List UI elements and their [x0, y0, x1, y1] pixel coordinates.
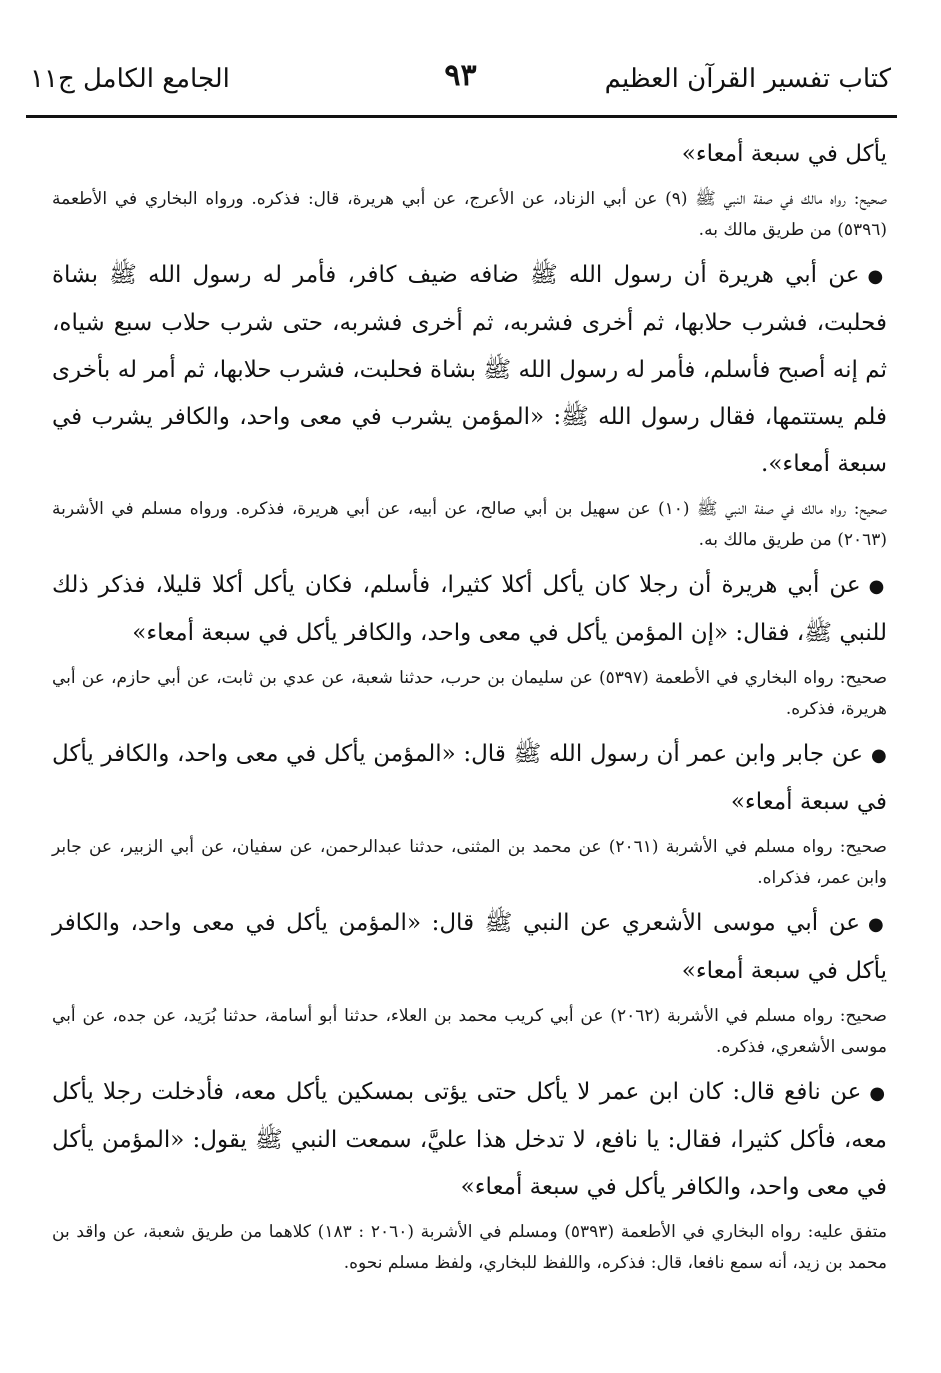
- page-body: [52, 130, 887, 1285]
- hadith-text: عن جابر وابن عمر أن رسول الله ﷺ قال: «المؤمن يأكل في معى واحد، والكافر يأكل في سبعة أمعاء»: [52, 741, 887, 815]
- bullet-icon: ●: [867, 266, 887, 287]
- takhrij-note: [52, 663, 887, 725]
- running-head: [30, 56, 891, 106]
- grade-label: صحيح:: [839, 1006, 887, 1026]
- hadith-text: عن أبي هريرة أن رجلا كان يأكل أكلا كثيرا، فأسلم، فكان يأكل أكلا قليلا، فذكر ذلك للنبي ﷺ، فقال: «إن المؤمن يأكل في معى واحد، والكافر يأكل في سبعة أمعاء»: [52, 572, 887, 646]
- hadith-paragraph: [52, 731, 887, 826]
- book-title: كتاب تفسير القرآن العظيم: [604, 64, 891, 94]
- bullet-icon: ●: [868, 576, 887, 597]
- takhrij-text: رواه مالك في صفة النبي ﷺ (١٠) عن سهيل بن أبي صالح، عن أبيه، عن أبي هريرة، فذكره. ورواه مسلم في الأشربة (٢٠٦٣) من طريق مالك به.: [52, 499, 887, 550]
- takhrij-note: [52, 832, 887, 894]
- hadith-paragraph: [52, 252, 887, 488]
- takhrij-text: رواه مسلم في الأشربة (٢٠٦٢) عن أبي كريب محمد بن العلاء، حدثنا أبو أسامة، حدثنا بُرَيد، عن جده، عن أبي موسى الأشعري، فذكره.: [52, 1006, 887, 1057]
- takhrij-note: [52, 1217, 887, 1279]
- header-divider: [26, 115, 897, 118]
- grade-label: صحيح:: [853, 189, 887, 209]
- hadith-text: عن نافع قال: كان ابن عمر لا يأكل حتى يؤتى بمسكين يأكل معه، فأدخلت رجلا يأكل معه، فأكل كثيرا، فقال: يا نافع، لا تدخل هذا عليَّ، سمعت النبي ﷺ يقول: «المؤمن يأكل في معى واحد، والكافر يأكل في سبعة أمعاء»: [52, 1079, 887, 1200]
- hadith-paragraph: [52, 562, 887, 657]
- takhrij-note: [52, 494, 887, 556]
- takhrij-text: رواه البخاري في الأطعمة (٥٣٩٧) عن سليمان بن حرب، حدثنا شعبة، عن عدي بن ثابت، عن أبي حازم، عن أبي هريرة، فذكره.: [52, 668, 887, 719]
- hadith-paragraph: [52, 1069, 887, 1211]
- hadith-paragraph: [52, 900, 887, 995]
- continuation-text: يأكل في سبعة أمعاء»: [681, 141, 887, 167]
- volume-label: الجامع الكامل ج١١: [30, 64, 230, 94]
- takhrij-text: رواه مالك في صفة النبي ﷺ (٩) عن أبي الزناد، عن الأعرج، عن أبي هريرة، قال: فذكره. ورواه البخاري في الأطعمة (٥٣٩٦) من طريق مالك به.: [52, 189, 887, 240]
- grade-label: صحيح:: [839, 837, 887, 857]
- grade-label: صحيح:: [853, 499, 887, 519]
- hadith-text: عن أبي هريرة أن رسول الله ﷺ ضافه ضيف كافر، فأمر له رسول الله ﷺ بشاة فحلبت، فشرب حلابها، ثم أخرى فشربه، ثم أخرى فشربه، حتى شرب حلاب سبع شياه، ثم إنه أصبح فأسلم، فأمر له رسول الله ﷺ بشاة فحلبت، فشرب حلابها، ثم أمر له بأخرى فلم يستتمها، فقال رسول الله ﷺ: «المؤمن يشرب في معى واحد، والكافر يشرب في سبعة أمعاء».: [52, 262, 887, 477]
- page-number: ٩٣: [444, 58, 477, 93]
- takhrij-note: [52, 1001, 887, 1063]
- takhrij-text: رواه مسلم في الأشربة (٢٠٦١) عن محمد بن المثنى، حدثنا عبدالرحمن، عن سفيان، عن أبي الزبير، عن جابر وابن عمر، فذكراه.: [52, 837, 887, 888]
- grade-label: متفق عليه:: [807, 1222, 887, 1242]
- bullet-icon: ●: [869, 1083, 887, 1104]
- takhrij-note: [52, 184, 887, 246]
- bullet-icon: ●: [868, 914, 887, 935]
- grade-label: صحيح:: [839, 668, 888, 688]
- bullet-icon: ●: [870, 745, 887, 766]
- takhrij-text: رواه البخاري في الأطعمة (٥٣٩٣) ومسلم في الأشربة (٢٠٦٠ : ١٨٣) كلاهما من طريق شعبة، عن واقد بن محمد بن زيد، أنه سمع نافعا، قال: فذكره، واللفظ للبخاري، ولفظ مسلم نحوه.: [52, 1222, 887, 1273]
- hadith-text: عن أبي موسى الأشعري عن النبي ﷺ قال: «المؤمن يأكل في معى واحد، والكافر يأكل في سبعة أمعاء»: [52, 910, 887, 984]
